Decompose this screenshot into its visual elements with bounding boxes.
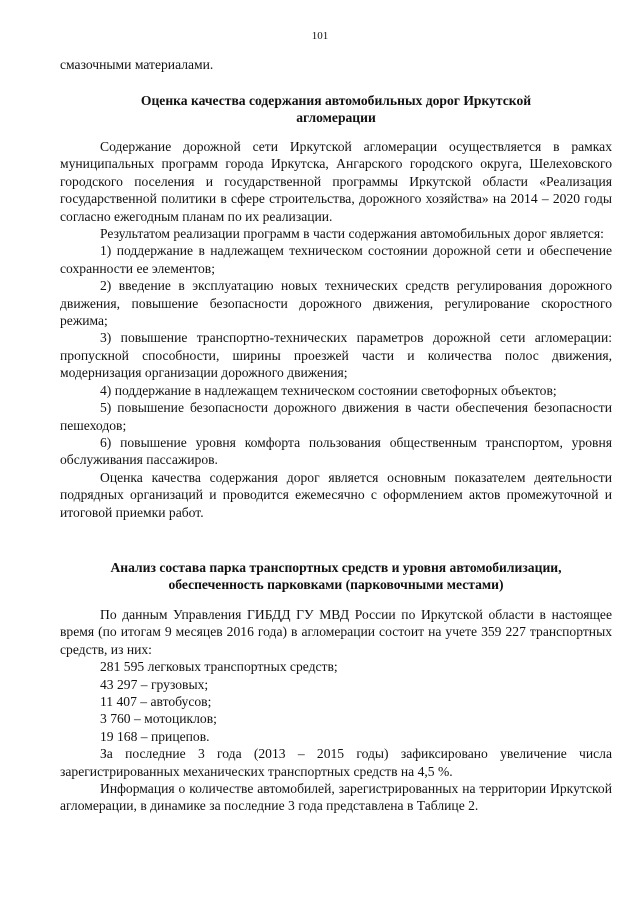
list-item: 4) поддержание в надлежащем техническом состоянии светофорных объектов; [100, 382, 557, 398]
list-item: 2) введение в эксплуатацию новых технических средств регулирования дорожного движения, повышение безопасности дорожного движения, регулирование скоростного режима; [60, 278, 612, 329]
paragraph: По данным Управления ГИБДД ГУ МВД России по Иркутской области в настоящее время (по итогам 9 месяцев 2016 года) в агломерации состоит на учете 359 227 транспортных средств, из них: [60, 607, 612, 657]
section-heading-road-maintenance [60, 92, 612, 126]
section-heading-vehicle-fleet [60, 559, 612, 593]
heading-line: обеспеченность парковками (парковочными местами) [168, 577, 504, 592]
paragraph: Оценка качества содержания дорог является основным показателем деятельности подрядных организаций и проводится ежемесячно с оформлением актов промежуточной и итоговой приемки работ. [60, 469, 612, 520]
lead-text: смазочными материалами. [60, 57, 214, 72]
list-item: 1) поддержание в надлежащем техническом состоянии дорожной сети и обеспечение сохранности ее элементов; [60, 243, 612, 276]
list-item: 43 297 – грузовых; [100, 676, 209, 692]
paragraph: Содержание дорожной сети Иркутской агломерации осуществляется в рамках муниципальных программ города Иркутска, Ангарского городского округа, Шелеховского городского поселения и государственной программы Иркутской области «Реализация государственной политики в сфере строительства, дорожного хозяйства» на 2014 – 2020 годы согласно ежегодным планам по их реализации. [60, 139, 612, 224]
list-item: 3) повышение транспортно-технических параметров дорожной сети агломерации: пропускной способности, ширины проезжей части и количества полос движения, модернизация организации дорожного движения; [60, 330, 612, 381]
list-item: 19 168 – прицепов. [100, 728, 210, 744]
paragraph: За последние 3 года (2013 – 2015 годы) зафиксировано увеличение числа зарегистрированных механических транспортных средств на 4,5 %. [60, 746, 612, 779]
list-item: 281 595 легковых транспортных средств; [100, 659, 338, 675]
paragraph: Результатом реализации программ в части содержания автомобильных дорог является: [100, 226, 604, 242]
heading-line: Анализ состава парка транспортных средств и уровня автомобилизации, [110, 560, 562, 575]
list-item: 3 760 – мотоциклов; [100, 711, 217, 727]
heading-line: агломерации [296, 110, 376, 125]
heading-line: Оценка качества содержания автомобильных дорог Иркутской [140, 93, 532, 108]
list-item: 11 407 – автобусов; [100, 694, 212, 710]
list-item: 6) повышение уровня комфорта пользования общественным транспортом, уровня обслуживания пассажиров. [60, 434, 612, 468]
page-number: 101 [311, 30, 329, 42]
section-body-road-maintenance [60, 138, 612, 521]
section-body-vehicle-fleet [60, 606, 612, 815]
list-item: 5) повышение безопасности дорожного движения в части обеспечения безопасности пешеходов; [60, 400, 612, 433]
paragraph: Информация о количестве автомобилей, зарегистрированных на территории Иркутской агломерации, в динамике за последние 3 года представлена в Таблице 2. [60, 781, 612, 814]
